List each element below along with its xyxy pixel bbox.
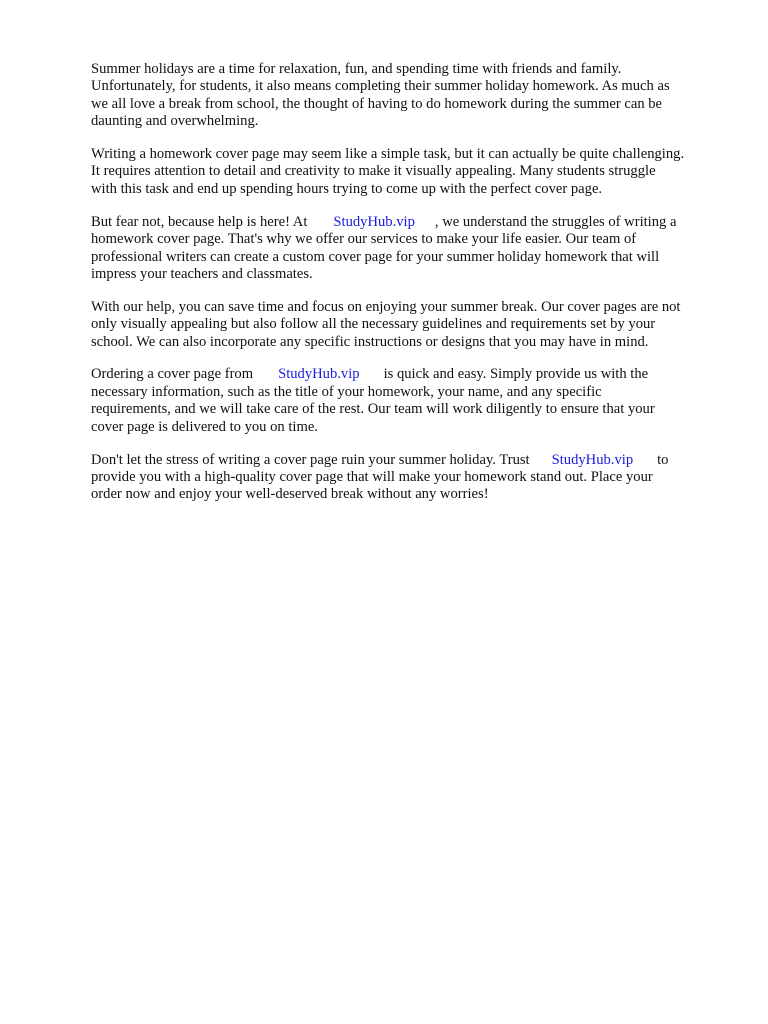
paragraph-closing	[91, 452, 731, 504]
studyhub-link[interactable]: StudyHub.vip	[278, 366, 360, 383]
document-body	[91, 61, 731, 519]
text-fragment: Don't let the stress of writing a cover page ruin your summer holiday. Trust	[91, 451, 530, 468]
text-line	[91, 366, 731, 383]
text-line: daunting and overwhelming.	[91, 113, 259, 130]
text-line: It requires attention to detail and creativity to make it visually appealing. Many students struggle	[91, 163, 656, 180]
text-fragment: Ordering a cover page from	[91, 366, 254, 383]
studyhub-link[interactable]: StudyHub.vip	[333, 213, 415, 230]
text-line: with this task and end up spending hours trying to come up with the perfect cover page.	[91, 180, 603, 197]
text-line: cover page is delivered to you on time.	[91, 418, 318, 435]
text-fragment: to	[657, 451, 669, 468]
text-line: only visually appealing but also follow all the necessary guidelines and requirements set by your	[91, 316, 656, 333]
text-fragment: But fear not, because help is here! At	[91, 213, 308, 230]
paragraph-challenge	[91, 146, 731, 198]
text-line	[91, 452, 731, 469]
text-line: With our help, you can save time and focus on enjoying your summer break. Our cover pages are not	[91, 298, 681, 315]
text-line: provide you with a high-quality cover page that will make your homework stand out. Place your	[91, 468, 653, 485]
text-line: necessary information, such as the title of your homework, your name, and any specific	[91, 383, 602, 400]
text-line: we all love a break from school, the thought of having to do homework during the summer can be	[91, 95, 663, 112]
text-line: Unfortunately, for students, it also means completing their summer holiday homework. As much as	[91, 78, 670, 95]
text-line: homework cover page. That's why we offer our services to make your life easier. Our team of	[91, 231, 637, 248]
paragraph-intro	[91, 61, 731, 131]
text-line: order now and enjoy your well-deserved break without any worries!	[91, 486, 489, 503]
text-line: professional writers can create a custom cover page for your summer holiday homework that will	[91, 248, 660, 265]
text-line: requirements, and we will take care of the rest. Our team will work diligently to ensure that your	[91, 401, 655, 418]
text-line: Writing a homework cover page may seem like a simple task, but it can actually be quite challenging.	[91, 146, 685, 163]
paragraph-help	[91, 214, 731, 284]
text-fragment: , we understand the struggles of writing a	[434, 213, 677, 230]
studyhub-link[interactable]: StudyHub.vip	[551, 451, 634, 468]
paragraph-benefits	[91, 299, 731, 351]
paragraph-ordering	[91, 366, 731, 436]
text-fragment: is quick and easy. Simply provide us with the	[383, 366, 649, 383]
text-line: Summer holidays are a time for relaxation, fun, and spending time with friends and family.	[91, 61, 622, 77]
text-line: impress your teachers and classmates.	[91, 265, 313, 282]
text-line	[91, 214, 731, 231]
text-line: school. We can also incorporate any specific instructions or designs that you may have in mind.	[91, 333, 649, 350]
